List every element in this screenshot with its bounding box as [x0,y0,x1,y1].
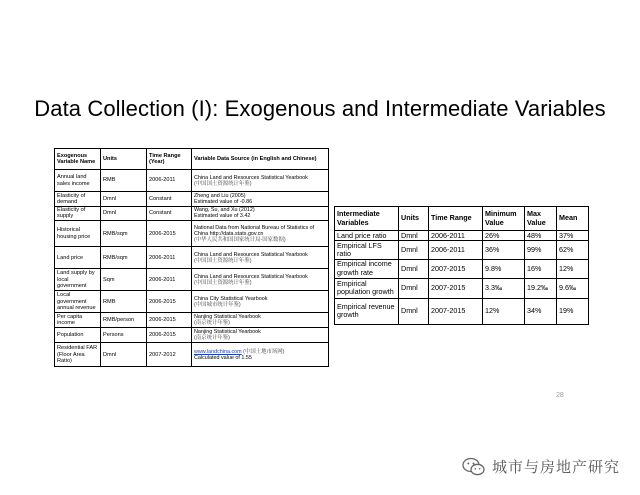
source-chinese: (中国国土资源统计年鉴) [194,257,252,264]
time-range-cell: Constant [147,192,192,207]
table-cell: Land price ratio [335,231,399,241]
source-cell [192,192,329,207]
table-row [55,221,329,247]
table-row [55,247,329,269]
table-cell: Empirical LFS ratio [335,241,399,259]
variable-name: Elasticity of demand [55,192,101,207]
table-row [55,206,329,221]
table-row [55,170,329,192]
source-text: National Data from National Bureau of Statistics of China http://data.stats.gov.cn [194,224,315,237]
table-cell: Empirical population growth [335,278,399,298]
wechat-icon [462,457,486,477]
source-chinese: (中国土地市场网) [243,348,285,355]
source-note: Estimated value of 3.42 [194,213,251,220]
table-cell: 9.8% [483,259,525,278]
variable-name: Historical housing price [55,221,101,247]
source-text: Wang, Su, and Xu (2012) [194,207,255,214]
variable-name: Residential FAR (Floor Area Ratio) [55,343,101,367]
variable-name: Local government annual revenue [55,291,101,313]
table-cell: 2006-2011 [429,241,483,259]
source-note: Estimated value of -0.86 [194,198,253,205]
time-range-cell: 2006-2011 [147,170,192,192]
source-cell [192,291,329,313]
intermediate-variables-table [334,206,589,325]
table-cell: 19.2‰ [525,278,557,298]
units-cell: RMB/person [101,313,147,328]
time-range-cell: 2007-2012 [147,343,192,367]
source-text: Nanjing Statistical Yearbook [194,314,261,321]
source-text: China City Statistical Yearbook [194,295,268,302]
units-cell: RMB [101,291,147,313]
table-header-row [335,207,589,231]
page-number: 28 [556,392,564,399]
table-row [335,241,589,259]
table-cell: 2007-2015 [429,298,483,324]
source-cell [192,313,329,328]
column-header: Time Range (Year) [147,149,192,170]
table-row [55,192,329,207]
units-cell: Dmnl [101,192,147,207]
column-header: Intermediate Variables [335,207,399,231]
slide-title: Data Collection (I): Exogenous and Intermediate Variables [34,96,606,121]
table-cell: 36% [483,241,525,259]
table-cell: Dmnl [399,241,429,259]
table-cell: Dmnl [399,278,429,298]
table-cell: 2007-2015 [429,278,483,298]
table-cell: 26% [483,231,525,241]
units-cell: Dmnl [101,206,147,221]
column-header: Max Value [525,207,557,231]
units-cell: Sqm [101,269,147,291]
source-cell [192,343,329,367]
table-cell: 16% [525,259,557,278]
table-cell: 3.3‰ [483,278,525,298]
table-cell: 12% [483,298,525,324]
table-row [55,313,329,328]
source-text: China Land and Resources Statistical Yearbook [194,251,308,258]
source-cell [192,221,329,247]
source-text: China Land and Resources Statistical Yearbook [194,174,308,181]
table-cell: Empirical income growth rate [335,259,399,278]
source-cell [192,247,329,269]
time-range-cell: 2006-2015 [147,291,192,313]
variable-name: Annual land sales income [55,170,101,192]
watermark-text: 城市与房地产研究 [492,459,621,476]
table-row [55,343,329,367]
source-text: Zheng and Liu (2005) [194,192,246,199]
column-header: Units [399,207,429,231]
table-row [335,278,589,298]
time-range-cell: 2006-2015 [147,221,192,247]
source-cell [192,328,329,343]
table-cell: 37% [557,231,589,241]
table-cell: Empirical revenue growth [335,298,399,324]
table-cell: 62% [557,241,589,259]
table-cell: Dmnl [399,231,429,241]
source-chinese: (南京统计年鉴) [194,320,230,327]
landchina-link[interactable]: www.landchina.com [194,348,242,355]
exogenous-variables-table [54,148,329,367]
source-cell [192,206,329,221]
units-cell: Dmnl [101,343,147,367]
units-cell: RMB/sqm [101,247,147,269]
table-cell: 12% [557,259,589,278]
time-range-cell: 2006-2015 [147,313,192,328]
table-cell: 9.6‰ [557,278,589,298]
source-note: Calculated value of 1.55 [194,354,252,361]
source-chinese: (中国国土资源统计年鉴) [194,279,252,286]
source-chinese: (中国城市统计年鉴) [194,301,241,308]
variable-name: Land price [55,247,101,269]
source-cell [192,269,329,291]
table-row [335,259,589,278]
table-row [55,328,329,343]
variable-name: Land supply by local government [55,269,101,291]
table-row [335,231,589,241]
table-row [55,291,329,313]
variable-name: Population [55,328,101,343]
time-range-cell: 2006-2015 [147,328,192,343]
column-header: Minimum Value [483,207,525,231]
column-header: Time Range [429,207,483,231]
variable-name: Per capita income [55,313,101,328]
units-cell: RMB [101,170,147,192]
column-header: Mean [557,207,589,231]
column-header: Variable Data Source (in English and Chinese) [192,149,329,170]
source-text: China Land and Resources Statistical Yearbook [194,273,308,280]
column-header: Exogenous Variable Name [55,149,101,170]
table-cell: Dmnl [399,259,429,278]
units-cell: RMB/sqm [101,221,147,247]
table-cell: 99% [525,241,557,259]
table-cell: 2007-2015 [429,259,483,278]
source-cell [192,170,329,192]
table-cell: 48% [525,231,557,241]
time-range-cell: 2006-2011 [147,269,192,291]
column-header: Units [101,149,147,170]
variable-name: Elasticity of supply [55,206,101,221]
source-text: Nanjing Statistical Yearbook [194,329,261,336]
table-cell: 2006-2011 [429,231,483,241]
table-cell: 34% [525,298,557,324]
table-row [335,298,589,324]
table-row [55,269,329,291]
source-chinese: (南京统计年鉴) [194,335,230,342]
source-chinese: (中国国土资源统计年鉴) [194,180,252,187]
time-range-cell: 2006-2011 [147,247,192,269]
table-cell: Dmnl [399,298,429,324]
table-header-row [55,149,329,170]
source-chinese: (中华人民共和国国家统计局-国家数据) [194,236,286,243]
table-cell: 19% [557,298,589,324]
watermark [462,456,620,477]
units-cell: Persons [101,328,147,343]
time-range-cell: Constant [147,206,192,221]
